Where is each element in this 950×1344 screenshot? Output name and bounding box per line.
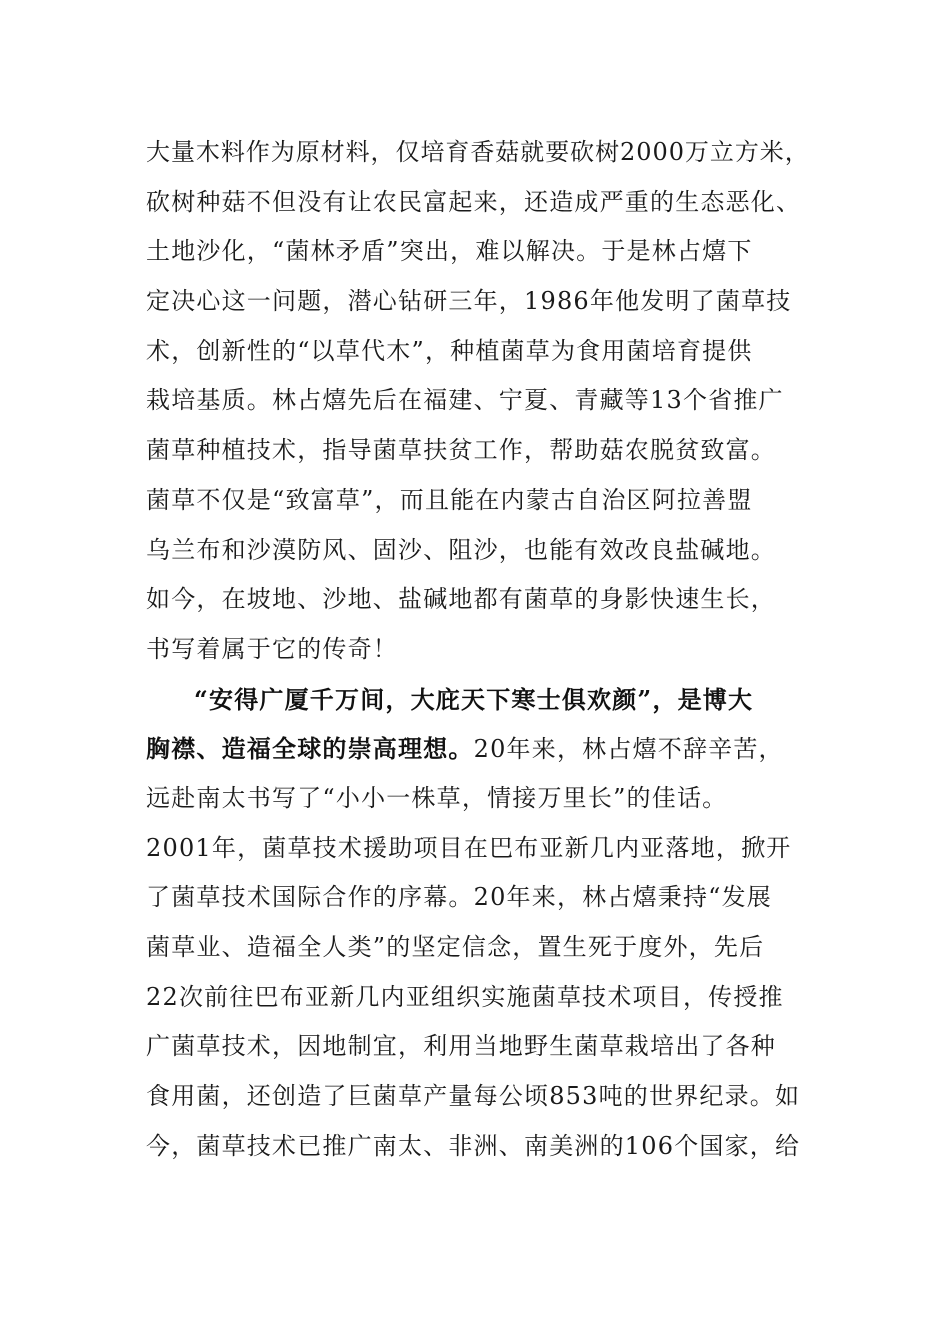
text-line: 菌草种植技术，指导菌草扶贫工作，帮助菇农脱贫致富。 [146,436,776,465]
text-line: 如今，在坡地、沙地、盐碱地都有菌草的身影快速生长， [146,585,776,614]
text-line: 今，菌草技术已推广南太、非洲、南美洲的106个国家，给 [146,1131,801,1160]
text-line: 了菌草技术国际合作的序幕。20年来，林占熺秉持“发展 [146,883,773,912]
paragraph-1 [146,128,810,675]
text-line: 乌兰布和沙漠防风、固沙、阻沙，也能有效改良盐碱地。 [146,535,776,564]
text-line: 砍树种菇不但没有让农民富起来，还造成严重的生态恶化、 [146,187,802,216]
paragraph-2 [146,675,810,1172]
text-line-mixed [146,724,810,774]
text-fragment: 20年来，林占熺不辞辛苦， [473,735,784,764]
text-line: 22次前往巴布亚新几内亚组织实施菌草技术项目，传授推 [146,982,784,1011]
body-text [146,128,810,1171]
text-line: 术，创新性的“以草代木”，种植菌草为食用菌培育提供 [146,336,753,365]
text-line: 菌草业、造福全人类”的坚定信念，置生死于度外，先后 [146,933,765,961]
text-line: 菌草不仅是“致富草”，而且能在内蒙古自治区阿拉善盟 [146,485,753,514]
bold-heading-fragment: 胸襟、造福全球的崇高理想。 [146,734,474,764]
bold-heading-line: “安得广厦千万间，大庇天下寒士俱欢颜”，是博大 [194,684,754,714]
text-line: 2001年，菌草技术援助项目在巴布亚新几内亚落地，掀开 [146,833,792,862]
text-line: 食用菌，还创造了巨菌草产量每公顷853吨的世界纪录。如 [146,1082,801,1111]
text-line: 广菌草技术，因地制宜，利用当地野生菌草栽培出了各种 [146,1032,776,1061]
text-line: 书写着属于它的传奇！ [146,634,398,663]
text-line: 定决心这一问题，潜心钻研三年，1986年他发明了菌草技 [146,287,792,316]
text-line: 栽培基质。林占熺先后在福建、宁夏、青藏等13个省推广 [146,386,784,415]
text-line: 大量木料作为原材料，仅培育香菇就要砍树2000万立方米， [146,138,810,166]
text-line: 土地沙化，“菌林矛盾”突出，难以解决。于是林占熺下 [146,237,753,266]
text-line: 远赴南太书写了“小小一株草，情接万里长”的佳话。 [146,783,728,812]
